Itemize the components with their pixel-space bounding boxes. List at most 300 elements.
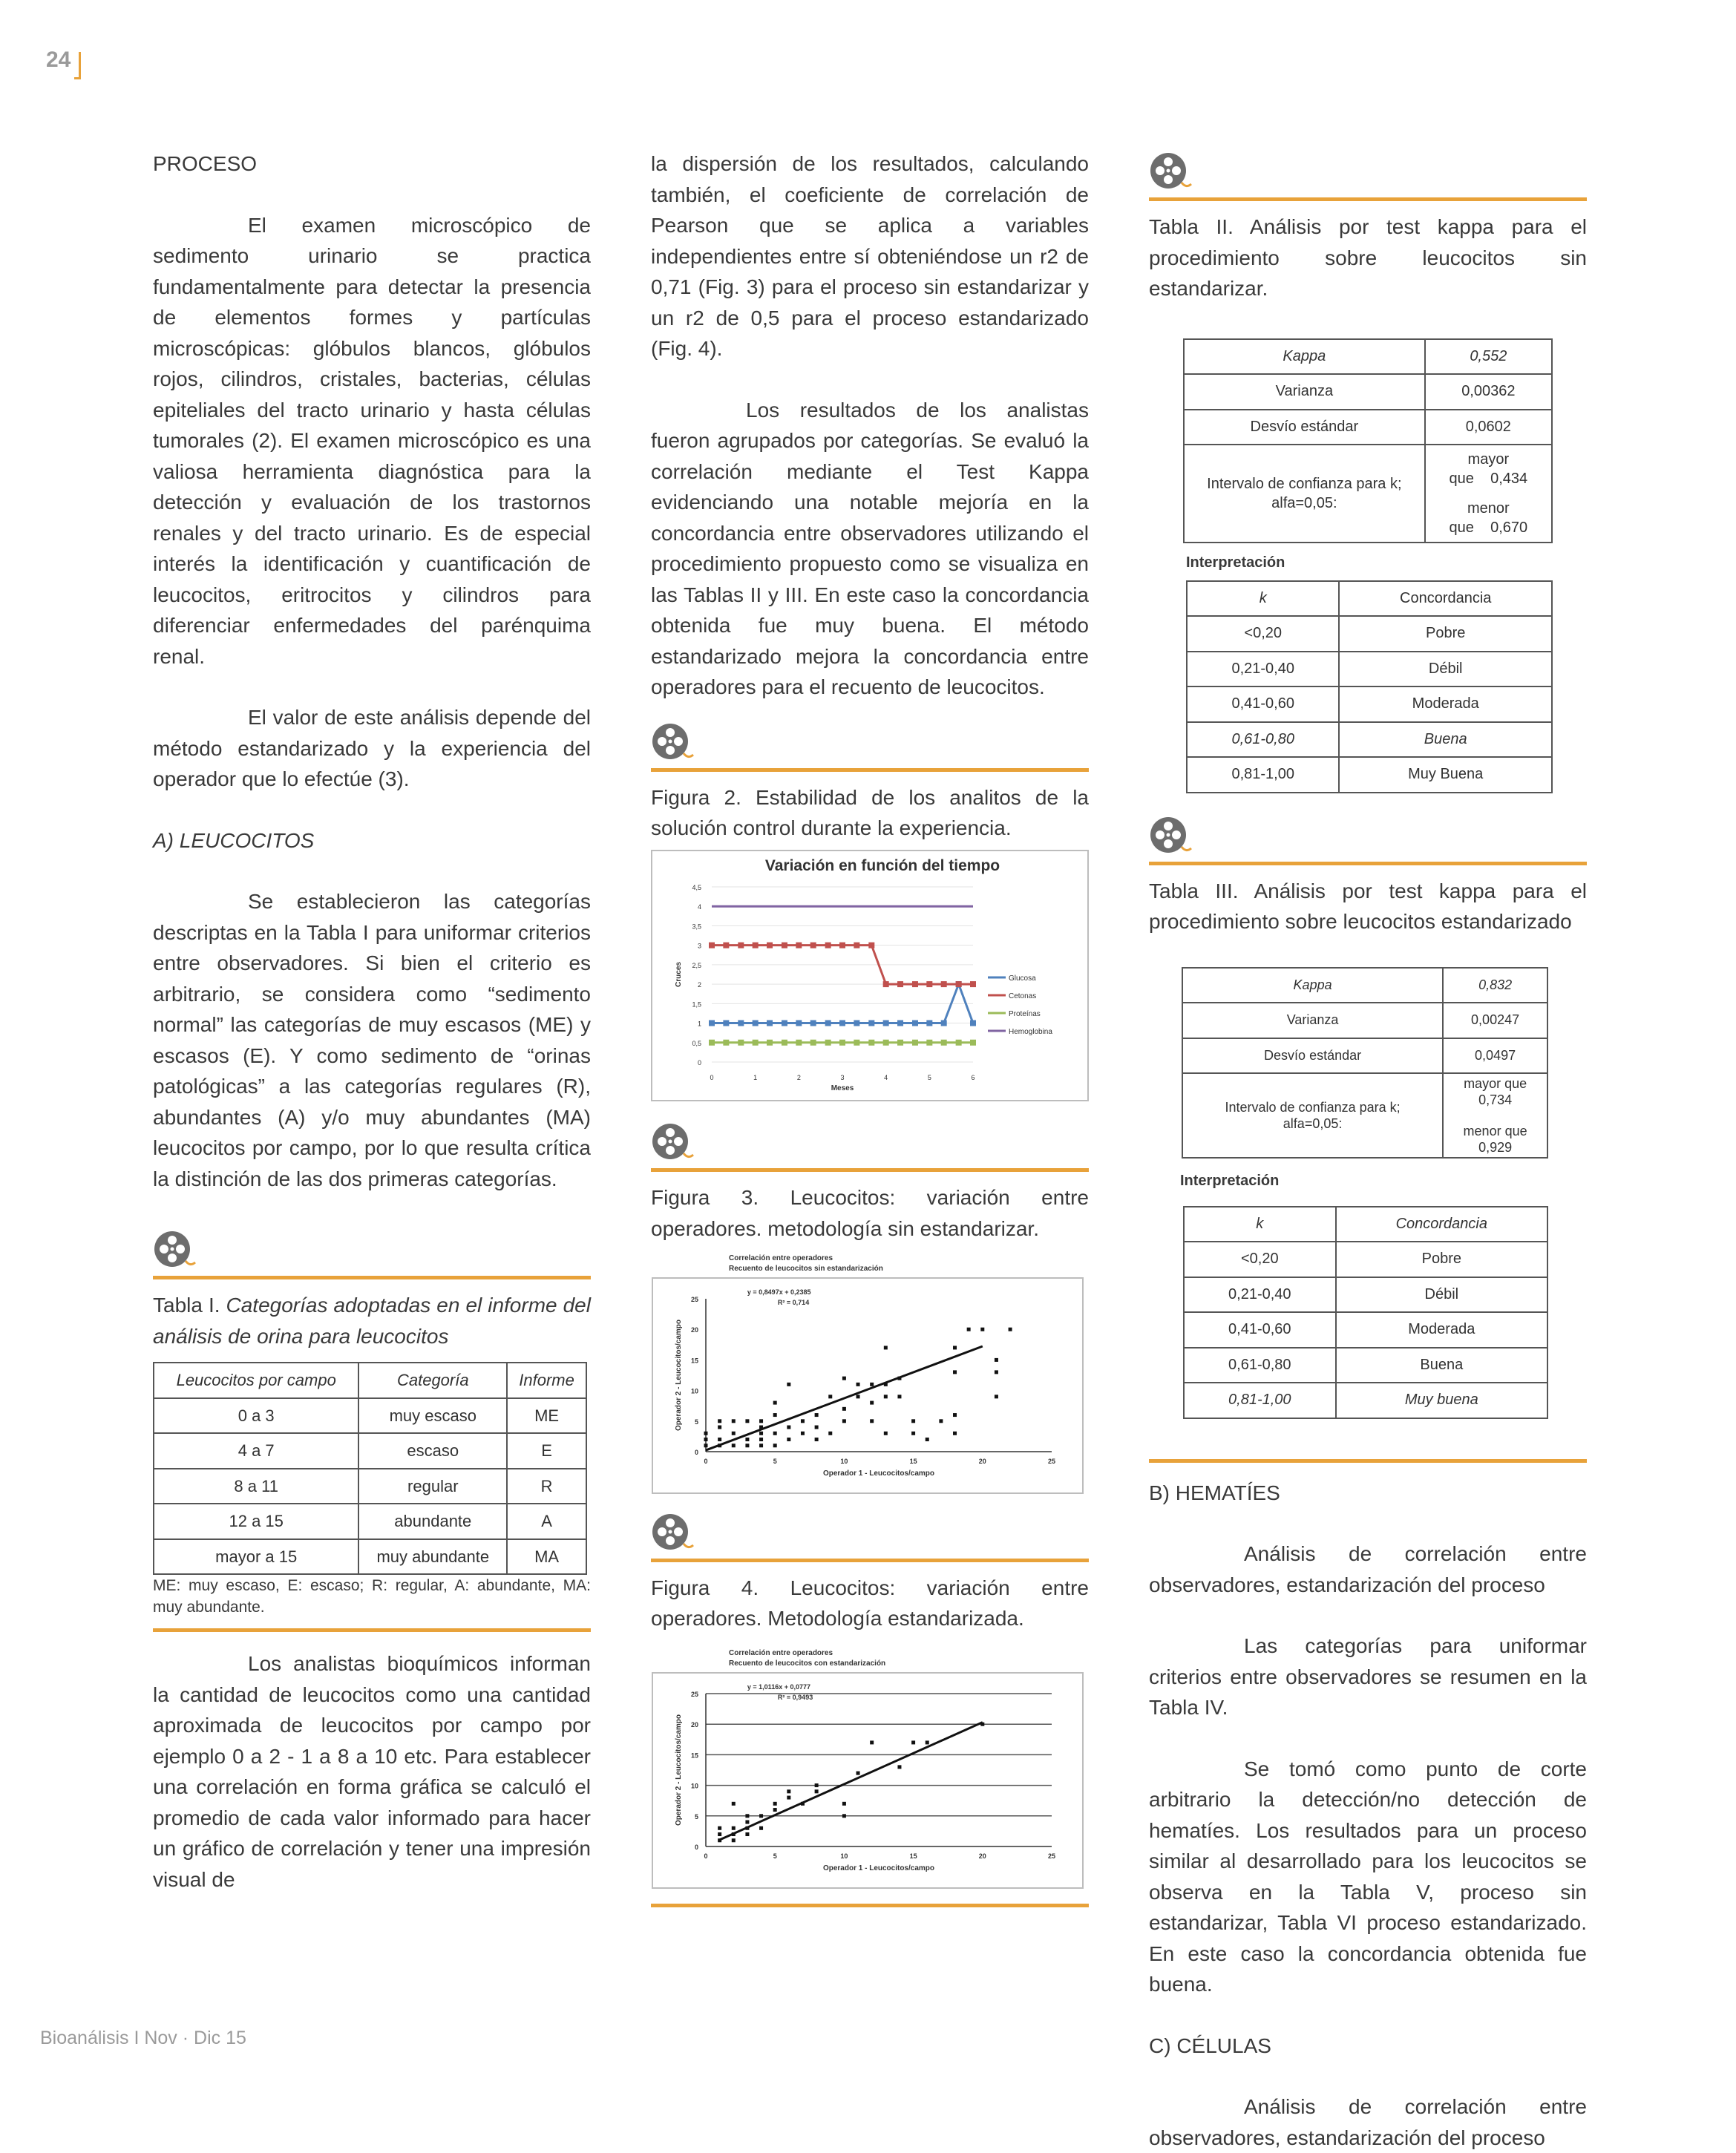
- film-reel-icon: [651, 722, 694, 765]
- x-tick-label: 1: [753, 1073, 758, 1081]
- y-tick-label: 2: [697, 980, 701, 989]
- data-point: [787, 1789, 790, 1793]
- scatter-chart: [651, 1250, 1084, 1495]
- data-point: [839, 1020, 845, 1026]
- x-tick-label: 5: [927, 1073, 931, 1081]
- heading-proceso: PROCESO: [153, 152, 258, 175]
- x-tick-label: 10: [840, 1852, 848, 1860]
- data-point: [718, 1426, 721, 1429]
- table-cell: escaso: [358, 1433, 507, 1469]
- data-point: [926, 1020, 932, 1026]
- data-point: [842, 1814, 846, 1818]
- table-row: [154, 1504, 586, 1539]
- orange-rule: [1149, 862, 1587, 865]
- subheading-celulas: C) CÉLULAS: [1149, 2034, 1271, 2057]
- data-point: [732, 1432, 736, 1435]
- table-cell: regular: [358, 1469, 507, 1504]
- table-row: [1184, 1383, 1547, 1418]
- data-point: [911, 1419, 915, 1423]
- data-point: [970, 1039, 976, 1045]
- orange-rule: [651, 1559, 1089, 1562]
- data-point: [884, 1395, 888, 1398]
- y-tick-label: 10: [690, 1387, 698, 1395]
- data-point: [738, 1039, 744, 1045]
- table-2-kappa: [1183, 338, 1553, 544]
- data-point: [767, 1020, 773, 1026]
- y-tick-label: 25: [690, 1690, 698, 1698]
- data-point: [787, 1426, 790, 1429]
- data-point: [732, 1838, 736, 1842]
- variance-label: Varianza: [1182, 1003, 1443, 1038]
- x-tick-label: 20: [978, 1852, 986, 1860]
- legend-entry: Proteínas: [1009, 1009, 1041, 1018]
- data-point: [995, 1395, 998, 1398]
- data-point: [825, 1039, 831, 1045]
- paragraph: la dispersión de los resultados, calculando también, el coeficiente de correlación de Pearson que se aplica a variables independientes entre sí obteniéndose un r2 de 0,71 (Fig. 3) para el proceso sin estandarizar y un r2 de 0,5 para el proceso estandarizado (Fig. 4).: [651, 152, 1089, 360]
- data-point: [732, 1826, 736, 1829]
- data-point: [723, 942, 729, 948]
- data-point: [815, 1789, 819, 1793]
- data-point: [753, 942, 759, 948]
- table-cell: E: [507, 1433, 586, 1469]
- data-point: [941, 1020, 947, 1026]
- table-cell: muy abundante: [358, 1539, 507, 1575]
- y-tick-label: 0: [697, 1058, 701, 1066]
- table-cell: A: [507, 1504, 586, 1539]
- data-point: [980, 1328, 984, 1331]
- ci-upper: mayor que 0,734: [1464, 1076, 1527, 1107]
- table-row: [1187, 652, 1552, 687]
- x-tick-label: 2: [796, 1073, 801, 1081]
- table-header: k: [1184, 1207, 1336, 1242]
- ci-upper: 0,434: [1490, 471, 1528, 487]
- r-squared-label: R² = 0,9493: [777, 1693, 813, 1701]
- figure-3: [651, 1250, 1089, 1504]
- table-cell: 0,81-1,00: [1187, 757, 1339, 793]
- table-cell: Muy Buena: [1339, 757, 1552, 793]
- data-point: [883, 981, 889, 987]
- data-point: [953, 1346, 957, 1349]
- interpretation-label: Interpretación: [1180, 1173, 1280, 1189]
- data-point: [810, 1020, 816, 1026]
- chart-subtitle: Recuento de leucocitos con estandarización: [729, 1659, 886, 1668]
- table-header: Leucocitos por campo: [154, 1363, 358, 1398]
- table-cell: Muy buena: [1336, 1383, 1547, 1418]
- data-point: [704, 1432, 708, 1435]
- ci-upper-label: mayor que: [1449, 451, 1510, 487]
- chart-frame: [652, 1278, 1083, 1493]
- orange-rule: [1149, 197, 1587, 201]
- table-cell: Moderada: [1336, 1312, 1547, 1348]
- data-point: [911, 1740, 915, 1744]
- data-point: [759, 1419, 763, 1423]
- page-number: 24: [46, 47, 71, 72]
- data-point: [1009, 1328, 1012, 1331]
- chart-title: Correlación entre operadores: [729, 1648, 833, 1657]
- paragraph: Los analistas bioquímicos informan la cantidad de leucocitos como una cantidad aproximada de leucocitos por campo por ejemplo 0 a 2 - 1 a 8 a 10 etc. Para establecer una correlación en forma gráfica se calculó el promedio de cada valor informado para hacer un gráfico de correlación y tener una impresión visual de: [153, 1652, 591, 1891]
- data-point: [884, 1346, 888, 1349]
- data-point: [912, 981, 918, 987]
- x-tick-label: 15: [909, 1458, 917, 1465]
- table3-caption: Tabla III. Análisis por test kappa para el procedimiento sobre leucocitos estandarizado: [1149, 879, 1587, 933]
- subheading-hematies: B) HEMATÍES: [1149, 1481, 1280, 1504]
- data-point: [828, 1432, 832, 1435]
- data-point: [732, 1443, 736, 1447]
- data-point: [787, 1383, 790, 1386]
- x-axis-label: Meses: [831, 1084, 854, 1092]
- y-tick-label: 10: [690, 1782, 698, 1790]
- table-cell: <0,20: [1187, 616, 1339, 652]
- data-point: [787, 1438, 790, 1441]
- data-point: [723, 1020, 729, 1026]
- orange-rule: [153, 1628, 591, 1632]
- data-point: [815, 1413, 819, 1417]
- table-cell: Buena: [1339, 722, 1552, 758]
- table-cell: 0 a 3: [154, 1398, 358, 1434]
- film-reel-icon: [651, 1513, 694, 1556]
- paragraph: Se tomó como punto de corte arbitrario la detección/no detección de hematíes. Los resultados para un proceso similar al desarrollado para los leucocitos se observa en la Tabla V, proceso sin estandarizar, Tabla VI proceso estandarizado. En este caso la concordancia obtenida fue buena.: [1149, 1757, 1587, 1996]
- chart-title: Variación en función del tiempo: [764, 856, 1000, 874]
- legend-entry: Cetonas: [1009, 992, 1037, 1000]
- interpretation-label: Interpretación: [1186, 554, 1285, 571]
- data-point: [926, 1438, 929, 1441]
- data-point: [801, 1801, 805, 1805]
- data-point: [782, 1039, 787, 1045]
- y-tick-label: 20: [690, 1326, 698, 1334]
- data-point: [773, 1443, 777, 1447]
- data-point: [753, 1039, 759, 1045]
- y-tick-label: 5: [694, 1418, 698, 1426]
- table-3-kappa: [1182, 967, 1548, 1159]
- data-point: [953, 1432, 957, 1435]
- x-tick-label: 25: [1047, 1852, 1056, 1860]
- data-point: [782, 1020, 787, 1026]
- kappa-value: 0,832: [1443, 968, 1547, 1003]
- data-point: [883, 1039, 889, 1045]
- ci-label: Intervalo de confianza para k; alfa=0,05:: [1184, 445, 1425, 543]
- table-cell: 0,81-1,00: [1184, 1383, 1336, 1418]
- table-row: [1187, 722, 1552, 758]
- table-cell: 0,41-0,60: [1187, 686, 1339, 722]
- data-point: [718, 1438, 721, 1441]
- x-tick-label: 0: [704, 1852, 708, 1860]
- data-point: [842, 1801, 846, 1805]
- y-axis-label: Operador 2 - Leucocitos/campo: [675, 1714, 683, 1826]
- data-point: [718, 1443, 721, 1447]
- data-point: [773, 1801, 777, 1805]
- data-point: [941, 981, 947, 987]
- kappa-value: 0,552: [1425, 339, 1552, 375]
- table-1: [153, 1362, 587, 1575]
- orange-rule: [1149, 1459, 1587, 1463]
- data-point: [854, 1020, 859, 1026]
- data-point: [839, 1039, 845, 1045]
- data-point: [980, 1722, 984, 1726]
- data-point: [718, 1832, 721, 1836]
- footer: Bioanálisis I Nov · Dic 15: [40, 2028, 246, 2048]
- table-cell: 0,41-0,60: [1184, 1312, 1336, 1348]
- table-cell: 0,21-0,40: [1187, 652, 1339, 687]
- column-1: [153, 148, 591, 1895]
- data-point: [801, 1419, 805, 1423]
- legend-entry: Hemoglobina: [1009, 1027, 1052, 1036]
- table-row: [1187, 757, 1552, 793]
- table-row: [154, 1539, 586, 1575]
- data-point: [839, 942, 845, 948]
- figure2-caption: Figura 2. Estabilidad de los analitos de la solución control durante la experiencia.: [651, 785, 1089, 839]
- paragraph: Los resultados de los analistas fueron agrupados por categorías. Se evaluó la correlación mediante el Test Kappa evidenciando una notable mejoría en la concordancia entre observadores utilizando el procedimiento propuesto como se visualiza en las Tablas II y III. En este caso la concordancia obtenida fue muy buena. El método estandarizado mejora la concordancia entre operadores para el recuento de leucocitos.: [651, 398, 1089, 698]
- table-cell: muy escaso: [358, 1398, 507, 1434]
- data-point: [956, 981, 962, 987]
- data-point: [870, 1383, 874, 1386]
- sd-label: Desvío estándar: [1182, 1038, 1443, 1074]
- table1-note: ME: muy escaso, E: escaso; R: regular, A: abundante, MA: muy abundante.: [153, 1577, 591, 1616]
- table-header: k: [1187, 581, 1339, 617]
- table-row: [1184, 1242, 1547, 1277]
- data-point: [870, 1740, 874, 1744]
- data-point: [870, 1401, 874, 1405]
- data-point: [825, 942, 831, 948]
- paragraph: Análisis de correlación entre observadores, estandarización del proceso: [1149, 1542, 1587, 1596]
- data-point: [704, 1443, 708, 1447]
- data-point: [842, 1419, 846, 1423]
- table-cell: Moderada: [1339, 686, 1552, 722]
- table-cell: Pobre: [1336, 1242, 1547, 1277]
- y-tick-label: 5: [694, 1812, 698, 1821]
- data-point: [926, 1740, 929, 1744]
- table-header: Informe: [507, 1363, 586, 1398]
- table-cell: ME: [507, 1398, 586, 1434]
- trendline-equation: y = 1,0116x + 0,0777: [747, 1682, 811, 1691]
- y-tick-label: 2,5: [692, 961, 701, 969]
- data-point: [941, 1039, 947, 1045]
- x-tick-label: 15: [909, 1852, 917, 1860]
- table-header: Concordancia: [1336, 1207, 1547, 1242]
- paragraph: Análisis de correlación entre observadores, estandarización del proceso: [1149, 2095, 1587, 2149]
- x-tick-label: 20: [978, 1458, 986, 1465]
- figure-4: [651, 1645, 1089, 1898]
- data-point: [995, 1358, 998, 1362]
- data-point: [868, 1039, 874, 1045]
- sd-label: Desvío estándar: [1184, 410, 1425, 445]
- y-tick-label: 1,5: [692, 1000, 701, 1008]
- table-cell: mayor a 15: [154, 1539, 358, 1575]
- data-point: [723, 1039, 729, 1045]
- data-point: [745, 1419, 749, 1423]
- sd-value: 0,0602: [1425, 410, 1552, 445]
- data-point: [883, 1020, 889, 1026]
- data-point: [953, 1370, 957, 1374]
- data-point: [718, 1419, 721, 1423]
- film-reel-icon: [1149, 816, 1192, 859]
- data-point: [759, 1426, 763, 1429]
- figure3-caption: Figura 3. Leucocitos: variación entre operadores. metodología sin estandarizar.: [651, 1186, 1089, 1240]
- line-chart: [652, 851, 1086, 1092]
- table-header: Concordancia: [1339, 581, 1552, 617]
- table-cell: 8 a 11: [154, 1469, 358, 1504]
- data-point: [732, 1832, 736, 1836]
- data-point: [911, 1432, 915, 1435]
- data-point: [745, 1438, 749, 1441]
- table-row: [1184, 1348, 1547, 1383]
- y-tick-label: 15: [690, 1357, 698, 1365]
- data-point: [773, 1401, 777, 1405]
- y-tick-label: 0: [694, 1449, 698, 1456]
- data-point: [718, 1838, 721, 1842]
- y-tick-label: 25: [690, 1296, 698, 1303]
- data-point: [773, 1432, 777, 1435]
- data-point: [745, 1826, 749, 1829]
- table-cell: 12 a 15: [154, 1504, 358, 1539]
- data-point: [738, 1020, 744, 1026]
- data-point: [926, 981, 932, 987]
- ci-label: Intervalo de confianza para k; alfa=0,05:: [1182, 1073, 1443, 1158]
- data-point: [810, 1039, 816, 1045]
- y-tick-label: 4,5: [692, 883, 701, 891]
- table-cell: abundante: [358, 1504, 507, 1539]
- data-point: [745, 1443, 749, 1447]
- y-tick-label: 0: [694, 1843, 698, 1851]
- x-tick-label: 25: [1047, 1458, 1056, 1465]
- y-axis-label: Operador 2 - Leucocitos/campo: [675, 1319, 683, 1432]
- data-point: [745, 1820, 749, 1823]
- table-row: [1187, 686, 1552, 722]
- data-point: [759, 1814, 763, 1818]
- data-point: [868, 1020, 874, 1026]
- table-row: [154, 1398, 586, 1434]
- y-tick-label: 0,5: [692, 1039, 701, 1047]
- data-point: [856, 1395, 860, 1398]
- paragraph: Las categorías para uniformar criterios entre observadores se resumen en la Tabla IV.: [1149, 1634, 1587, 1719]
- chart-subtitle: Recuento de leucocitos sin estandarización: [729, 1265, 883, 1273]
- data-point: [767, 942, 773, 948]
- table-cell: Débil: [1336, 1277, 1547, 1313]
- x-tick-label: 0: [710, 1073, 714, 1081]
- data-point: [870, 1419, 874, 1423]
- variance-value: 0,00247: [1443, 1003, 1547, 1038]
- table-row: [1187, 616, 1552, 652]
- y-axis-label: Cruces: [675, 961, 683, 987]
- data-point: [884, 1432, 888, 1435]
- data-point: [782, 942, 787, 948]
- data-point: [956, 1039, 962, 1045]
- data-point: [912, 1020, 918, 1026]
- trendline-equation: y = 0,8497x + 0,2385: [747, 1288, 811, 1296]
- data-point: [732, 1801, 736, 1805]
- data-point: [868, 942, 874, 948]
- figure-2: [651, 850, 1089, 1102]
- r-squared-label: R² = 0,714: [777, 1299, 810, 1306]
- film-reel-icon: [651, 1122, 694, 1165]
- x-tick-label: 5: [773, 1852, 777, 1860]
- data-point: [856, 1383, 860, 1386]
- y-tick-label: 1: [697, 1020, 701, 1028]
- film-reel-icon: [153, 1230, 196, 1273]
- data-point: [796, 1020, 802, 1026]
- kappa-label: Kappa: [1182, 968, 1443, 1003]
- data-point: [884, 1383, 888, 1386]
- x-tick-label: 5: [773, 1458, 777, 1465]
- data-point: [815, 1438, 819, 1441]
- data-point: [912, 1039, 918, 1045]
- legend-entry: Glucosa: [1009, 974, 1036, 983]
- data-point: [815, 1426, 819, 1429]
- orange-rule: [153, 1276, 591, 1279]
- orange-rule: [651, 1168, 1089, 1172]
- paragraph: El examen microscópico de sedimento urinario se practica fundamentalmente para detectar la presencia de elementos formes y partículas microscópicas: glóbulos blancos, glóbulos rojos, cilindros, cristales, bacterias, células epiteliales del tracto urinario y hasta células tumorales (2). El examen microscópico es una valiosa herramienta diagnóstica para la detección y evaluación de los trastornos renales y del tracto urinario. Es de especial interés la identificación y cuantificación de leucocitos, eritrocitos y cilindros para diferenciar enfermedades del parénquima renal.: [153, 213, 591, 668]
- table-cell: Pobre: [1339, 616, 1552, 652]
- data-point: [897, 1395, 901, 1398]
- data-point: [825, 1020, 831, 1026]
- y-tick-label: 3: [697, 942, 701, 950]
- data-point: [854, 942, 859, 948]
- y-tick-label: 15: [690, 1751, 698, 1759]
- y-tick-label: 20: [690, 1720, 698, 1728]
- data-point: [897, 1039, 903, 1045]
- data-point: [745, 1814, 749, 1818]
- ci-lower: menor que 0,929: [1463, 1124, 1527, 1155]
- data-point: [732, 1419, 736, 1423]
- table-cell: 4 a 7: [154, 1433, 358, 1469]
- table-row: [154, 1433, 586, 1469]
- data-point: [759, 1443, 763, 1447]
- table-cell: MA: [507, 1539, 586, 1575]
- data-point: [970, 1020, 976, 1026]
- data-point: [709, 1020, 715, 1026]
- data-point: [897, 1020, 903, 1026]
- data-point: [801, 1432, 805, 1435]
- data-point: [967, 1328, 971, 1331]
- table-cell: Débil: [1339, 652, 1552, 687]
- chart-title: Correlación entre operadores: [729, 1254, 833, 1262]
- data-point: [767, 1039, 773, 1045]
- variance-value: 0,00362: [1425, 374, 1552, 410]
- ci-lower: 0,670: [1490, 520, 1528, 536]
- table-cell: 0,61-0,80: [1184, 1348, 1336, 1383]
- x-tick-label: 4: [884, 1073, 888, 1081]
- data-point: [787, 1795, 790, 1799]
- variance-label: Varianza: [1184, 374, 1425, 410]
- page-number-mark: [74, 52, 81, 79]
- data-point: [897, 1377, 901, 1380]
- column-3: [1149, 148, 1587, 2153]
- data-point: [953, 1413, 957, 1417]
- subheading-leucocitos: A) LEUCOCITOS: [153, 828, 315, 852]
- data-point: [753, 1020, 759, 1026]
- data-point: [745, 1832, 749, 1836]
- data-point: [897, 1765, 901, 1769]
- data-point: [995, 1370, 998, 1374]
- data-point: [796, 942, 802, 948]
- table-row: [1184, 1277, 1547, 1313]
- data-point: [856, 1771, 860, 1774]
- data-point: [773, 1413, 777, 1417]
- x-axis-label: Operador 1 - Leucocitos/campo: [822, 1469, 935, 1478]
- data-point: [815, 1783, 819, 1787]
- data-point: [939, 1419, 943, 1423]
- sd-value: 0,0497: [1443, 1038, 1547, 1074]
- data-point: [796, 1039, 802, 1045]
- table-header: Categoría: [358, 1363, 507, 1398]
- data-point: [738, 942, 744, 948]
- column-2: [651, 148, 1089, 1918]
- data-point: [759, 1432, 763, 1435]
- data-point: [759, 1826, 763, 1829]
- y-tick-label: 3,5: [692, 922, 701, 930]
- x-tick-label: 6: [971, 1073, 975, 1081]
- table2-caption: Tabla II. Análisis por test kappa para el procedimiento sobre leucocitos sin estandarizar.: [1149, 215, 1587, 300]
- scatter-chart: [651, 1645, 1084, 1890]
